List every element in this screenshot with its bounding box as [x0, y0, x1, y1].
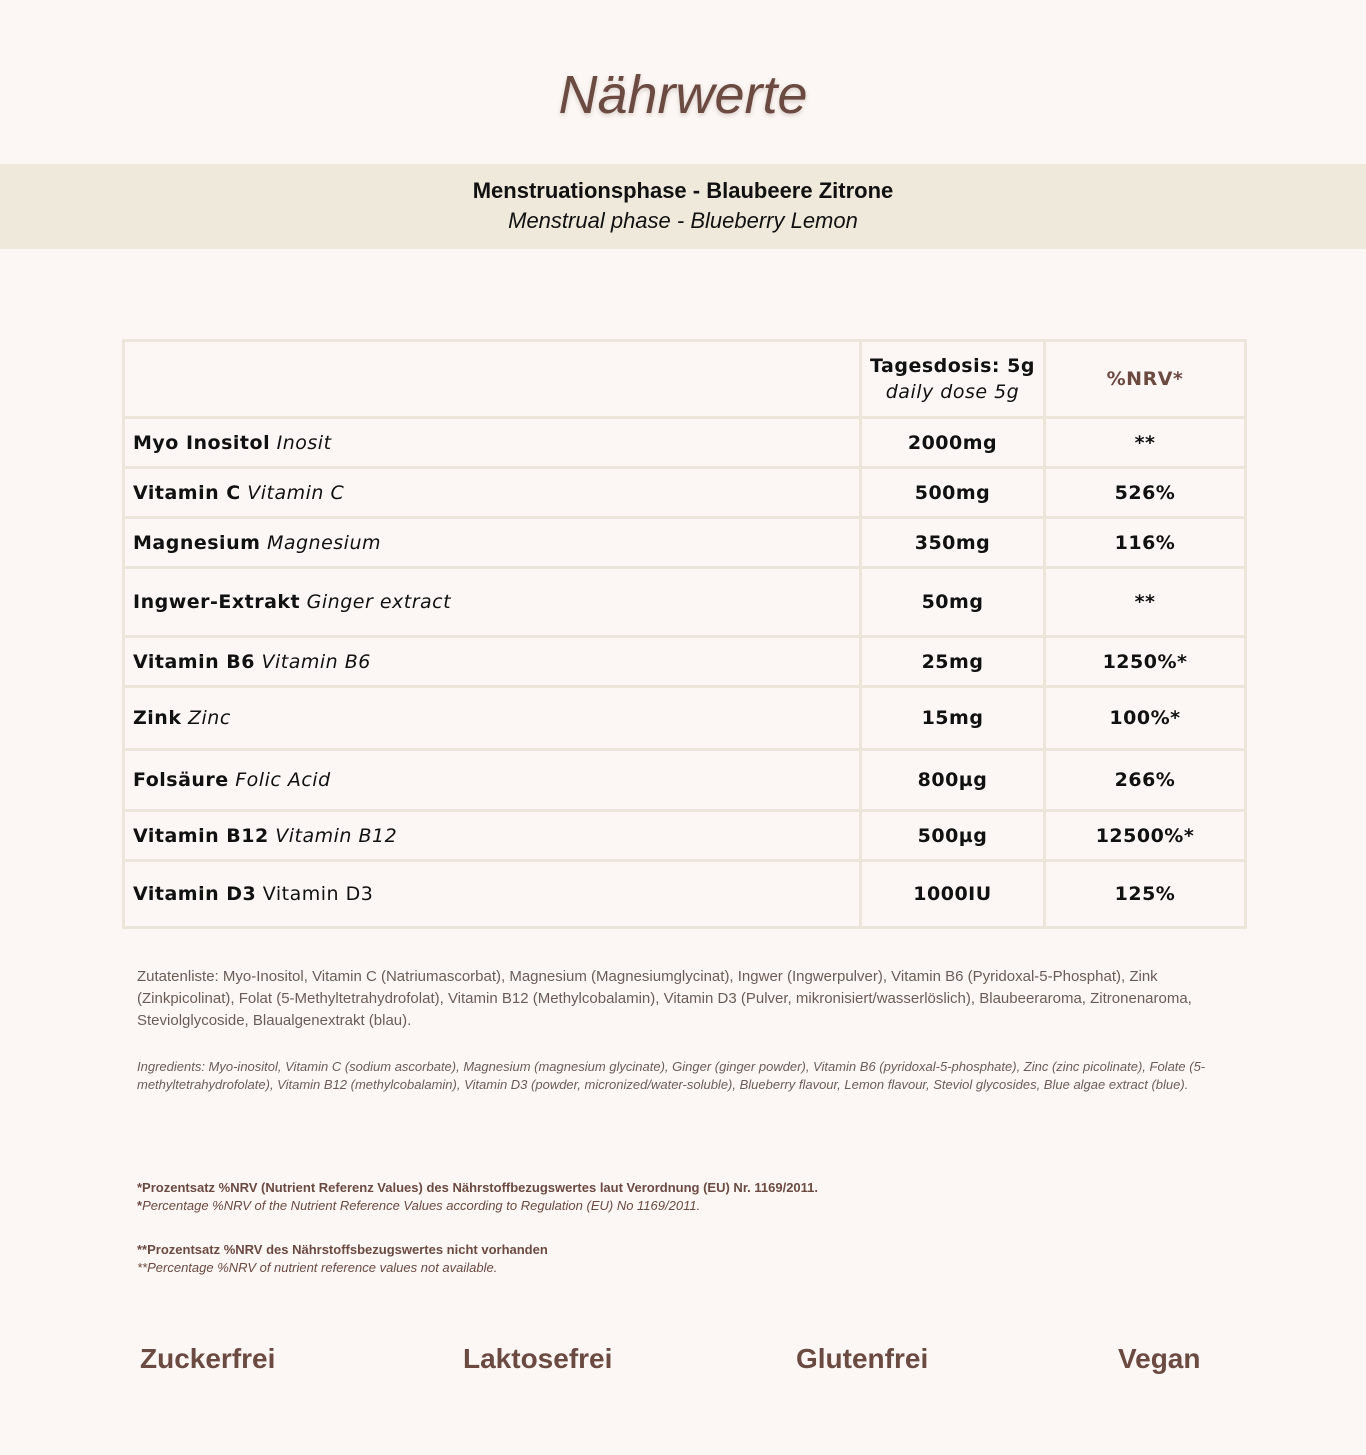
badge-lactose-free: Laktosefrei: [463, 1343, 613, 1374]
table-row: [124, 811, 1246, 861]
nutrient-amount: 350mg: [861, 518, 1045, 568]
table-row: [124, 750, 1246, 811]
product-banner: [0, 164, 1366, 249]
nutrient-name-en: Vitamin C: [247, 481, 345, 504]
nutrient-name-en: Vitamin B12: [275, 824, 398, 847]
footnote-no-nrv: [137, 1241, 1237, 1277]
table-row: [124, 418, 1246, 468]
footnote-nrv-en-mark: *: [137, 1198, 143, 1213]
nutrient-name-en: Zinc: [188, 707, 231, 729]
nutrient-amount: 800µg: [861, 750, 1045, 811]
nutrient-name-de: Folsäure: [133, 769, 229, 791]
nutrition-table: [122, 339, 1247, 929]
nutrient-nrv: **: [1045, 568, 1246, 637]
nutrient-nrv: 1250%*: [1045, 637, 1246, 687]
footnote-nrv-de: *Prozentsatz %NRV (Nutrient Referenz Values) des Nährstoffbezugswertes laut Verordnung (EU) Nr. 1169/2011.: [137, 1180, 819, 1195]
nutrient-nrv: 266%: [1045, 750, 1246, 811]
nutrient-amount: 15mg: [861, 687, 1045, 750]
nutrient-amount: 500µg: [861, 811, 1045, 861]
footnote-nrv-en: Percentage %NRV of the Nutrient Reference Values according to Regulation (EU) No 1169/2011.: [142, 1198, 701, 1213]
header-daily-dose: [861, 341, 1045, 418]
nutrient-nrv: 12500%*: [1045, 811, 1246, 861]
nutrient-amount: 50mg: [861, 568, 1045, 637]
product-name-de: Menstruationsphase - Blaubeere Zitrone: [472, 178, 894, 203]
header-nrv: %NRV*: [1045, 341, 1246, 418]
badge-sugar-free: Zuckerfrei: [140, 1343, 276, 1374]
table-row: [124, 468, 1246, 518]
nutrient-name-en: Vitamin D3: [262, 883, 374, 905]
nutrient-name-de: Myo Inositol: [133, 431, 271, 454]
table-header-row: [124, 341, 1246, 418]
table-row: [124, 687, 1246, 750]
nutrient-name-de: Magnesium: [133, 531, 261, 554]
nutrient-name-de: Vitamin C: [133, 481, 241, 504]
product-name-en: Menstrual phase - Blueberry Lemon: [508, 208, 858, 233]
nutrient-name-en: Vitamin B6: [261, 650, 371, 673]
nutrient-name-de: Vitamin B6: [133, 650, 255, 673]
footnote-no-nrv-de: **Prozentsatz %NRV des Nährstoffsbezugswertes nicht vorhanden: [137, 1242, 548, 1257]
badge-gluten-free: Glutenfrei: [796, 1343, 929, 1374]
nutrient-amount: 500mg: [861, 468, 1045, 518]
header-empty-cell: [124, 341, 861, 418]
nutrient-name-en: Folic Acid: [235, 769, 331, 791]
table-row: [124, 861, 1246, 928]
nutrient-nrv: **: [1045, 418, 1246, 468]
ingredients-list-de: Zutatenliste: Myo-Inositol, Vitamin C (Natriumascorbat), Magnesium (Magnesiumglycinat), Ingwer (Ingwerpulver), Vitamin B6 (Pyridoxal-5-Phosphat), Zink (Zinkpicolinat), Folat (5-Methyltetrahydrofolat), Vitamin B12 (Methylcobalamin), Vitamin D3 (Pulver, mikronisiert/wasserlöslich), Blaubeeraroma, Zitronenaroma, Steviolglycoside, Blaualgenextrakt (blau).: [137, 968, 1192, 1029]
nutrient-amount: 2000mg: [861, 418, 1045, 468]
nutrient-name-de: Ingwer-Extrakt: [133, 591, 301, 613]
header-dose-de: Tagesdosis: 5g: [870, 355, 1035, 377]
table-row: [124, 637, 1246, 687]
page-title: Nährwerte: [558, 65, 808, 125]
nutrient-nrv: 526%: [1045, 468, 1246, 518]
nutrient-nrv: 125%: [1045, 861, 1246, 928]
header-dose-en: daily dose 5g: [885, 381, 1020, 403]
badge-vegan: Vegan: [1118, 1343, 1201, 1374]
footnote-nrv: [137, 1179, 1237, 1215]
nutrient-name-de: Zink: [133, 707, 182, 729]
nutrient-amount: 1000IU: [861, 861, 1045, 928]
nutrient-nrv: 100%*: [1045, 687, 1246, 750]
nutrient-amount: 25mg: [861, 637, 1045, 687]
nutrient-name-en: Magnesium: [266, 531, 381, 554]
table-row: [124, 568, 1246, 637]
footnote-no-nrv-en: **Percentage %NRV of nutrient reference values not available.: [137, 1260, 498, 1275]
table-row: [124, 518, 1246, 568]
ingredients-list-en: Ingredients: Myo-inositol, Vitamin C (sodium ascorbate), Magnesium (magnesium glycinate), Ginger (ginger powder), Vitamin B6 (pyridoxal-5-phosphate), Zinc (zinc picolinate), Folate (5-methyltetrahydrofolate), Vitamin B12 (methylcobalamin), Vitamin D3 (powder, micronized/water-soluble), Blueberry flavour, Lemon flavour, Steviol glycosides, Blue algae extract (blue).: [137, 1059, 1206, 1092]
nutrient-name-de: Vitamin B12: [133, 824, 269, 847]
nutrient-name-en: Ginger extract: [306, 591, 452, 613]
nutrient-name-en: Inosit: [276, 431, 332, 454]
nutrient-nrv: 116%: [1045, 518, 1246, 568]
nutrient-name-de: Vitamin D3: [133, 883, 257, 905]
